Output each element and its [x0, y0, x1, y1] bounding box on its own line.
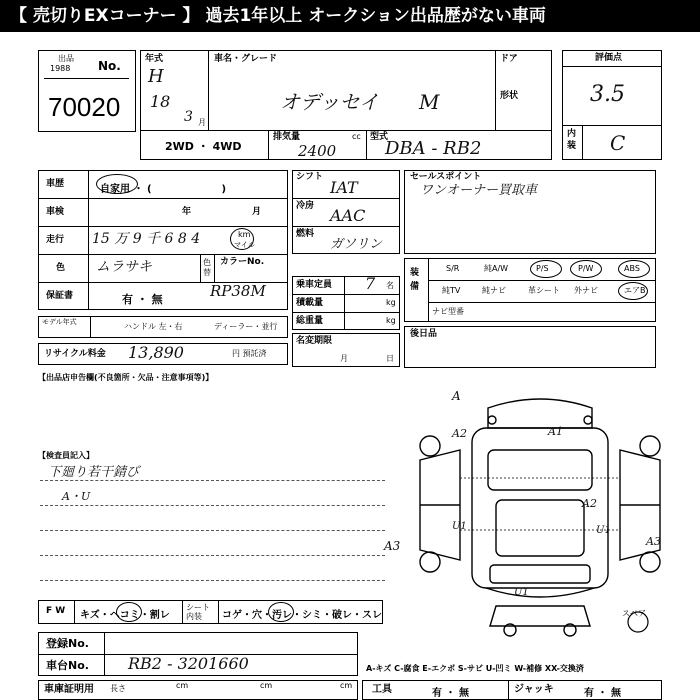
year-month: 3 — [184, 109, 193, 125]
damage-u1-rear: U1 — [514, 587, 529, 598]
sales-point-value: ワンオーナー買取車 — [420, 183, 538, 198]
equip-airbag: エアB — [624, 286, 646, 295]
history-circle — [96, 174, 138, 194]
warranty-value: 有 ・ 無 — [122, 293, 163, 306]
later-items-label: 後日品 — [410, 329, 438, 339]
score-label: 評価点 — [595, 53, 623, 63]
shape-label: 形状 — [500, 91, 519, 101]
name-change-month: 月 — [340, 354, 348, 363]
inspector-line-2: A・U — [62, 490, 91, 503]
inspector-line-1: 下廻り若干錆び — [48, 465, 140, 480]
jack-label: ジャッキ — [514, 684, 554, 695]
color-change-label: 色替 — [203, 258, 211, 277]
load-unit: kg — [386, 298, 396, 307]
equip-leather: 革シート — [528, 286, 560, 295]
recycle-label: リサイクル料金 — [44, 349, 106, 359]
damage-u1-right: U1 — [596, 525, 611, 536]
recycle-value: 13,890 — [128, 343, 184, 362]
year-month-unit: 月 — [198, 118, 206, 127]
garage-cert-cm-1: cm — [176, 681, 189, 690]
load-label: 積載量 — [296, 298, 324, 308]
tools-label: 工具 — [372, 684, 392, 695]
model-label: 型式 — [370, 132, 389, 142]
door-label: ドア — [500, 54, 518, 64]
aircon-label: 冷房 — [296, 201, 315, 211]
damage-a: A — [452, 389, 461, 403]
warranty-label: 保証書 — [46, 291, 74, 301]
damage-a1: A1 — [548, 425, 563, 438]
equip-pw-circle — [570, 260, 602, 278]
color-value: ムラサキ — [96, 259, 152, 275]
name-change-label: 名変期限 — [296, 336, 333, 346]
later-items-box — [404, 326, 656, 368]
equip-airbag-circle — [618, 282, 648, 300]
equip-sr: S/R — [446, 264, 460, 273]
damage-u1-left: U1 — [452, 521, 467, 532]
seat-items: コゲ・穴・汚レ・シミ・破レ・スレ — [222, 610, 382, 621]
spare-label: スペア — [622, 609, 646, 618]
handle-label: ハンドル 左・右 — [124, 322, 183, 331]
tools-value: 有 ・ 無 — [432, 688, 469, 699]
equip-ext-navi: 外ナビ — [574, 286, 598, 295]
model-value: DBA - RB2 — [385, 138, 482, 159]
chassis-value: RB2 - 3201660 — [128, 654, 249, 673]
shift-value: IAT — [330, 178, 358, 197]
damage-legend: A-キズ C-腐食 E-エクボ S-サビ U-凹ミ W-補修 XX-交換済 — [366, 664, 584, 673]
fuel-value: ガソリン — [330, 237, 383, 252]
garage-cert-length: 長さ — [110, 684, 126, 693]
mileage-unit: km — [238, 230, 251, 239]
damage-a2-left: A2 — [452, 427, 467, 440]
history-label: 車歴 — [46, 179, 65, 189]
mileage-alt-unit: マイル — [234, 241, 255, 249]
garage-cert-label: 車庫証明用 — [44, 684, 94, 695]
page-banner: 【 売切りEXコーナー 】 過去1年以上 オークション出品歴がない車両 — [0, 0, 700, 32]
lot-small-label: 出品 — [58, 54, 74, 63]
mileage-unit-circle — [230, 228, 254, 250]
year-label: 年式 — [145, 54, 164, 64]
gross-label: 総重量 — [296, 316, 324, 326]
seat-dirt-circle — [268, 602, 294, 622]
displacement-value: 2400 — [298, 142, 337, 160]
drive-type: 2WD ・ 4WD — [165, 140, 242, 153]
car-name-label: 車名・グレード — [214, 54, 278, 64]
history-value: 自家用 ・ ( ) — [100, 184, 227, 195]
seat-label: シート内装 — [186, 603, 210, 621]
name-change-day: 日 — [386, 354, 394, 363]
year-era: H — [148, 66, 164, 87]
fw-items: キズ・ヘコミ・割レ — [80, 610, 170, 621]
equip-ps: P/S — [536, 264, 549, 273]
mileage-label: 走行 — [46, 235, 65, 245]
equip-abs-circle — [618, 260, 650, 278]
damage-a3-right: A3 — [646, 535, 661, 548]
inspection-year: 年 — [182, 207, 192, 217]
chassis-label: 車台No. — [46, 659, 89, 672]
displacement-unit: cc — [352, 132, 361, 141]
color-no-label: カラーNo. — [220, 257, 265, 267]
interior-label: 内装 — [567, 129, 577, 151]
sales-point-label: セールスポイント — [410, 172, 482, 182]
color-label: 色 — [56, 263, 66, 273]
equip-abs: ABS — [624, 264, 640, 273]
fuel-label: 燃料 — [296, 229, 315, 239]
year-value: 18 — [150, 92, 171, 111]
interior-value: C — [610, 131, 626, 155]
car-name-value: オデッセイ M — [280, 90, 440, 114]
equipment-label: 装備 — [410, 268, 420, 292]
registration-label: 登録No. — [46, 637, 89, 650]
navi-model-label: ナビ型番 — [432, 307, 464, 316]
gross-unit: kg — [386, 316, 396, 325]
fw-dent-circle — [116, 602, 142, 622]
score-value: 3.5 — [590, 82, 625, 107]
aircon-value: AAC — [330, 206, 366, 225]
displacement-label: 排気量 — [273, 132, 301, 142]
damage-a2-right: A2 — [582, 497, 597, 510]
inspection-month: 月 — [252, 207, 262, 217]
recycle-unit: 円 預託済 — [232, 349, 267, 358]
garage-cert-cm-2: cm — [260, 681, 273, 690]
lot-small-value: 1988 — [50, 64, 71, 73]
lot-number: 70020 — [48, 92, 121, 122]
declaration-label: 【出品店申告欄(不良箇所・欠品・注意事項等)】 — [38, 373, 214, 382]
equip-pw: P/W — [578, 264, 594, 273]
equip-ps-circle — [530, 260, 562, 278]
model-year-label: モデル年式 — [42, 318, 77, 326]
dealer-label: ディーラー・並行 — [214, 322, 278, 331]
fw-label: F W — [46, 606, 66, 616]
jack-value: 有 ・ 無 — [584, 688, 621, 699]
capacity-value: 7 — [365, 274, 376, 293]
shift-label: シフト — [296, 172, 324, 182]
equip-aw: 純A/W — [484, 264, 509, 273]
inspection-label: 車検 — [46, 207, 65, 217]
capacity-label: 乗車定員 — [296, 280, 333, 290]
equip-navi: 純ナビ — [482, 286, 506, 295]
damage-a3-left: A3 — [384, 539, 401, 553]
inspector-label: 【検査員記入】 — [38, 451, 94, 460]
garage-cert-cm-3: cm — [340, 681, 353, 690]
lot-no-label: No. — [98, 59, 121, 73]
mileage-value: 15 万 9 千 6 8 4 — [92, 231, 201, 247]
equip-tv: 純TV — [442, 286, 461, 295]
capacity-unit: 名 — [386, 281, 394, 290]
color-no-value: RP38M — [210, 282, 266, 300]
